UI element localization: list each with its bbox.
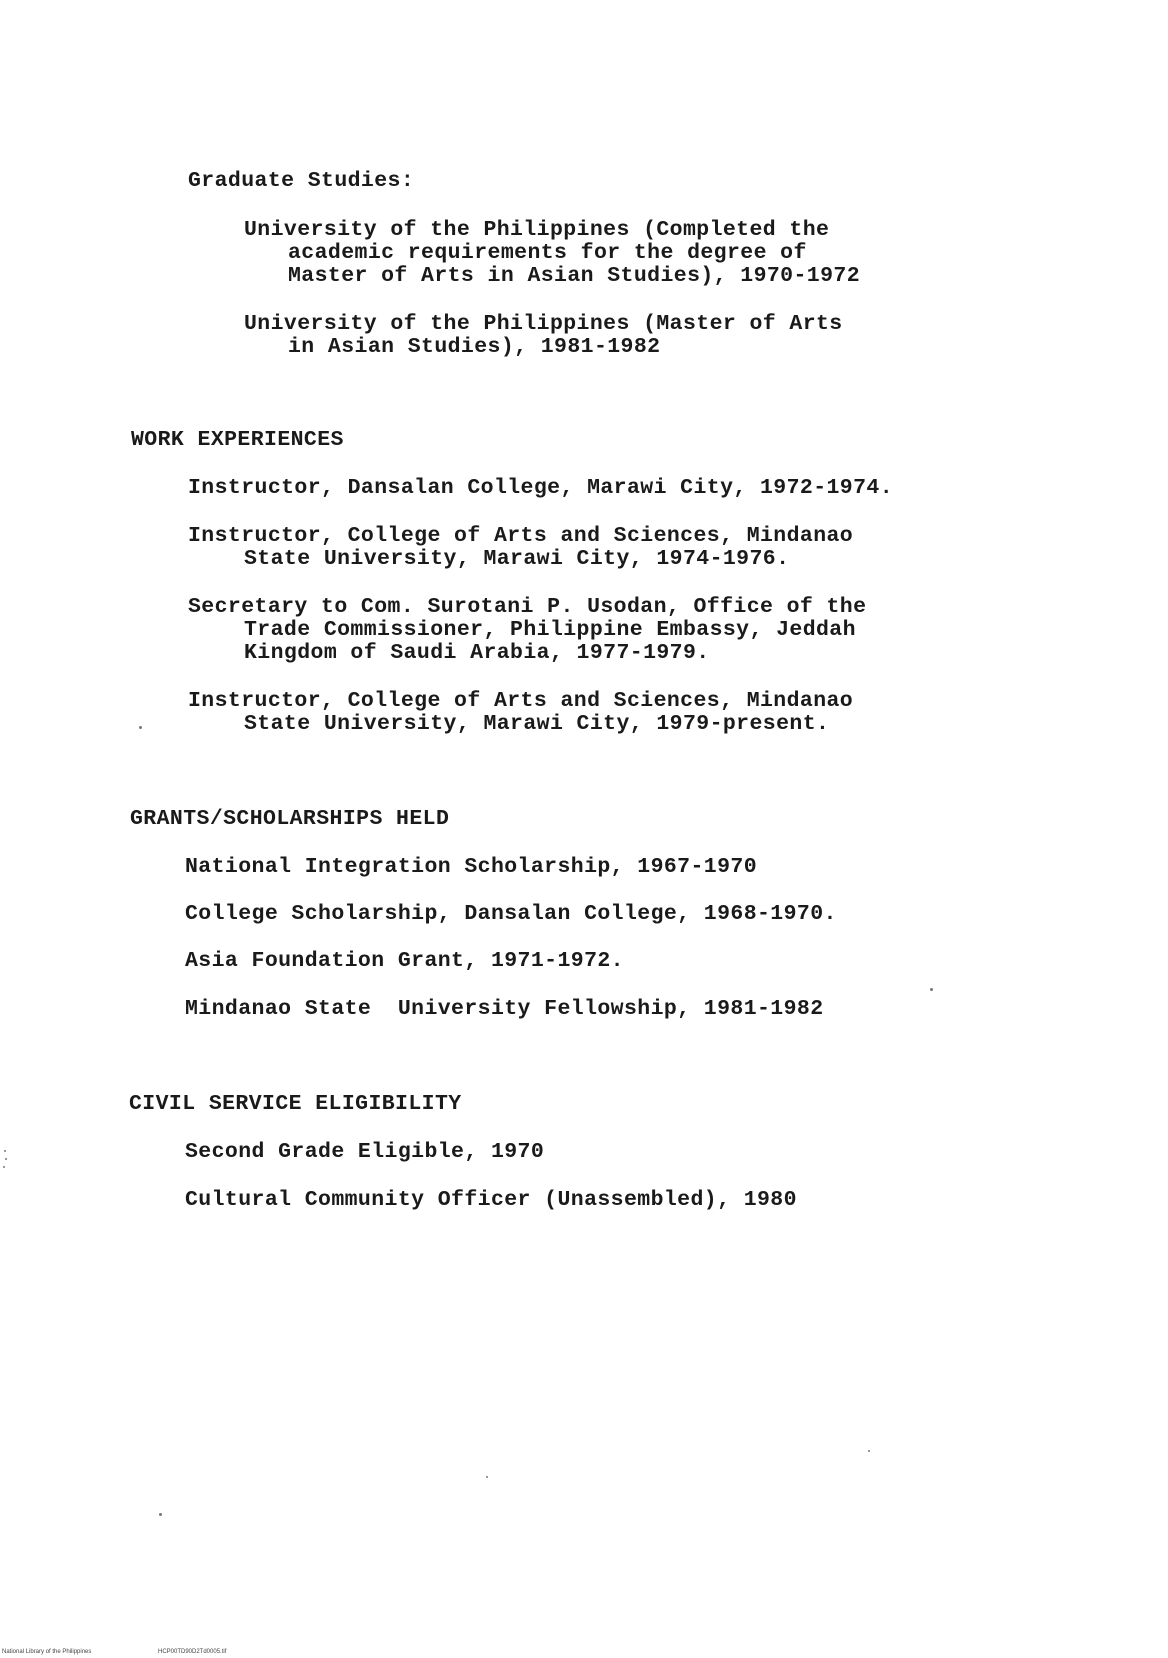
scan-speck bbox=[5, 1158, 7, 1160]
civil-service-entry-1: Second Grade Eligible, 1970 bbox=[185, 1140, 545, 1164]
graduate-entry-1-line-2: academic requirements for the degree of bbox=[288, 241, 807, 265]
civil-service-heading: CIVIL SERVICE ELIGIBILITY bbox=[129, 1092, 462, 1116]
graduate-entry-2-line-2: in Asian Studies), 1981-1982 bbox=[288, 335, 661, 359]
graduate-entry-1-line-3: Master of Arts in Asian Studies), 1970-1972 bbox=[288, 264, 860, 288]
footer-archive-name: National Library of the Philippines bbox=[2, 1649, 92, 1655]
grant-entry-3: Asia Foundation Grant, 1971-1972. bbox=[185, 949, 624, 973]
scan-speck bbox=[868, 1450, 870, 1452]
civil-service-entry-2: Cultural Community Officer (Unassembled), 1980 bbox=[185, 1188, 797, 1212]
graduate-studies-heading: Graduate Studies: bbox=[188, 169, 415, 193]
work-experiences-heading: WORK EXPERIENCES bbox=[131, 428, 344, 452]
work-entry-2-line-2: State University, Marawi City, 1974-1976. bbox=[244, 547, 790, 571]
scan-speck bbox=[930, 988, 933, 991]
scan-speck bbox=[3, 1166, 5, 1168]
footer-file-id: HCP00TD90D2Td0005.tif bbox=[158, 1649, 227, 1655]
work-entry-3-line-1: Secretary to Com. Surotani P. Usodan, Office of the bbox=[188, 595, 867, 619]
work-entry-4-line-1: Instructor, College of Arts and Sciences, Mindanao bbox=[188, 689, 854, 713]
grant-entry-4: Mindanao State University Fellowship, 1981-1982 bbox=[185, 997, 824, 1021]
scan-speck bbox=[139, 726, 142, 729]
grant-entry-1: National Integration Scholarship, 1967-1970 bbox=[185, 855, 757, 879]
grants-heading: GRANTS/SCHOLARSHIPS HELD bbox=[130, 807, 450, 831]
scan-speck bbox=[4, 1150, 6, 1152]
grant-entry-2: College Scholarship, Dansalan College, 1968-1970. bbox=[185, 902, 837, 926]
work-entry-1-line-1: Instructor, Dansalan College, Marawi City, 1972-1974. bbox=[188, 476, 894, 500]
scan-speck bbox=[159, 1513, 162, 1516]
work-entry-3-line-3: Kingdom of Saudi Arabia, 1977-1979. bbox=[244, 641, 710, 665]
work-entry-4-line-2: State University, Marawi City, 1979-present. bbox=[244, 712, 830, 736]
work-entry-3-line-2: Trade Commissioner, Philippine Embassy, Jeddah bbox=[244, 618, 856, 642]
graduate-entry-2-line-1: University of the Philippines (Master of Arts bbox=[244, 312, 843, 336]
scan-speck bbox=[486, 1476, 488, 1478]
graduate-entry-1-line-1: University of the Philippines (Completed the bbox=[244, 218, 830, 242]
work-entry-2-line-1: Instructor, College of Arts and Sciences, Mindanao bbox=[188, 524, 854, 548]
